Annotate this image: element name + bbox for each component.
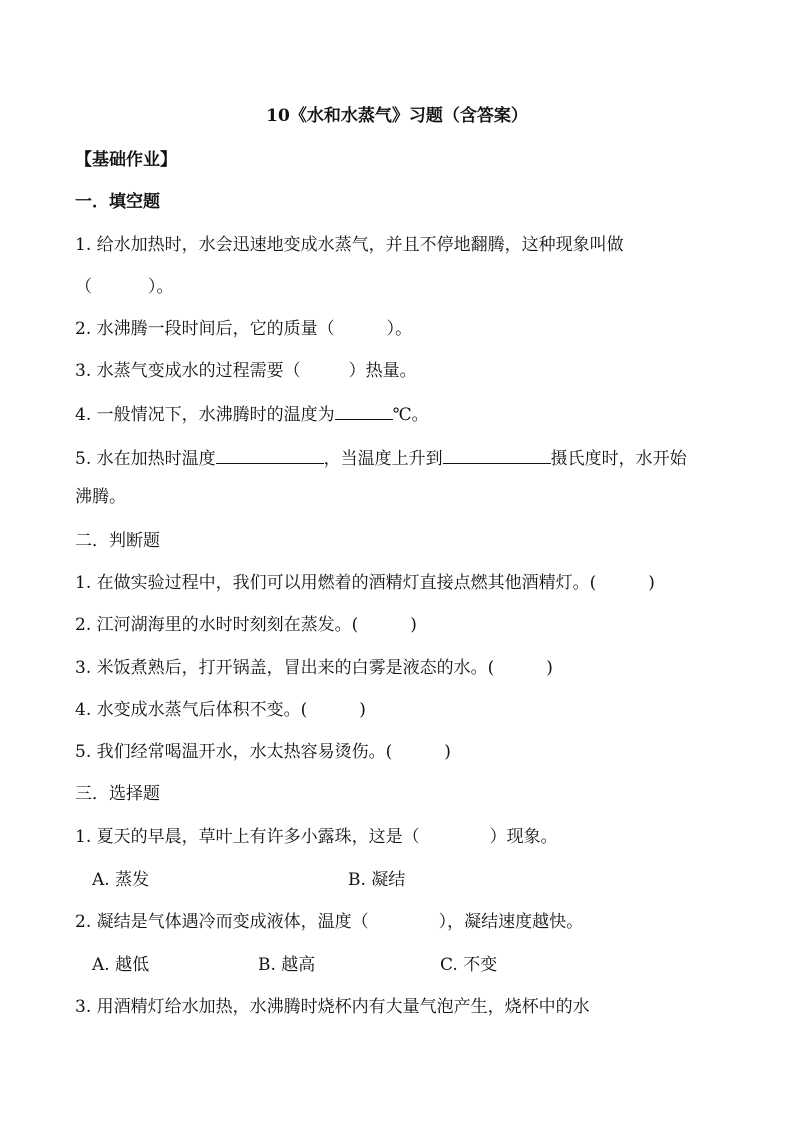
choice-q2-option-b: B. 越高 (258, 955, 316, 975)
fill-q5-blank1 (216, 445, 324, 464)
judge-item (75, 613, 734, 637)
fill-q3-close: ）热量。 (348, 361, 417, 381)
choice-q1-option-b: B. 凝结 (348, 870, 406, 890)
choice-q2-close: ），凝结速度越快。 (438, 912, 584, 932)
fill-q5-part2: ，当温度上升到 (323, 449, 443, 469)
choice-q1-close: ）现象。 (489, 827, 558, 847)
fill-q5-line1 (75, 445, 734, 471)
fill-q1-open: （ (75, 277, 92, 297)
judge-item-text: 2. 江河湖海里的水时时刻刻在蒸发。( (75, 615, 359, 635)
fill-q4-text: 4. 一般情况下，水沸腾时的温度为 (75, 405, 335, 425)
fill-q3-text: 3. 水蒸气变成水的过程需要（ (75, 361, 301, 381)
fill-q4 (75, 401, 734, 427)
fill-q5-blank2 (443, 445, 551, 464)
judge-item (75, 740, 734, 764)
choice-q2 (75, 910, 734, 934)
page-title: 10《水和水蒸气》习题（含答案） (266, 106, 528, 126)
judge-item (75, 571, 734, 595)
choice-q2-option-c: C. 不变 (440, 955, 498, 975)
fill-q2-close: ）。 (386, 319, 413, 339)
judge-item-text: 4. 水变成水蒸气后体积不变。( (75, 700, 308, 720)
fill-q5-line2: 沸腾。 (75, 487, 126, 507)
judge-item-close: ) (546, 658, 553, 678)
choice-q1-text: 1. 夏天的早晨，草叶上有许多小露珠，这是（ (75, 827, 420, 847)
judge-item-close: ) (444, 742, 451, 762)
fill-q4-unit: ℃。 (392, 405, 429, 425)
fill-q1-line1: 1. 给水加热时，水会迅速地变成水蒸气，并且不停地翻腾，这种现象叫做 (75, 235, 624, 255)
judge-item-text: 5. 我们经常喝温开水，水太热容易烫伤。( (75, 742, 393, 762)
choice-q2-text: 2. 凝结是气体遇冷而变成液体，温度（ (75, 912, 369, 932)
choice-q3: 3. 用酒精灯给水加热，水沸腾时烧杯内有大量气泡产生，烧杯中的水 (75, 997, 590, 1017)
fill-q1-line2 (75, 275, 734, 299)
fill-section-heading: 一．填空题 (75, 192, 160, 212)
choice-section-heading: 三．选择题 (75, 784, 160, 804)
judge-item-text: 3. 米饭煮熟后，打开锅盖，冒出来的白雾是液态的水。( (75, 658, 495, 678)
fill-q5-part1: 5. 水在加热时温度 (75, 449, 216, 469)
judge-item-close: ) (410, 615, 417, 635)
choice-q2-option-a: A. 越低 (92, 955, 150, 975)
fill-q2-text: 2. 水沸腾一段时间后，它的质量（ (75, 319, 335, 339)
choice-q1-option-a: A. 蒸发 (92, 870, 150, 890)
judge-item-close: ) (648, 573, 655, 593)
judge-section-heading: 二．判断题 (75, 531, 160, 551)
judge-item-close: ) (359, 700, 366, 720)
fill-q3 (75, 359, 734, 383)
fill-q4-blank (335, 401, 393, 420)
fill-q1-close: ）。 (148, 277, 174, 297)
judge-item (75, 698, 734, 722)
judge-item-text: 1. 在做实验过程中，我们可以用燃着的酒精灯直接点燃其他酒精灯。( (75, 573, 597, 593)
choice-q1 (75, 825, 734, 849)
fill-q2 (75, 317, 734, 341)
section-basic-heading: 【基础作业】 (75, 150, 177, 170)
judge-item (75, 656, 734, 680)
fill-q5-part3: 摄氏度时，水开始 (550, 449, 687, 469)
